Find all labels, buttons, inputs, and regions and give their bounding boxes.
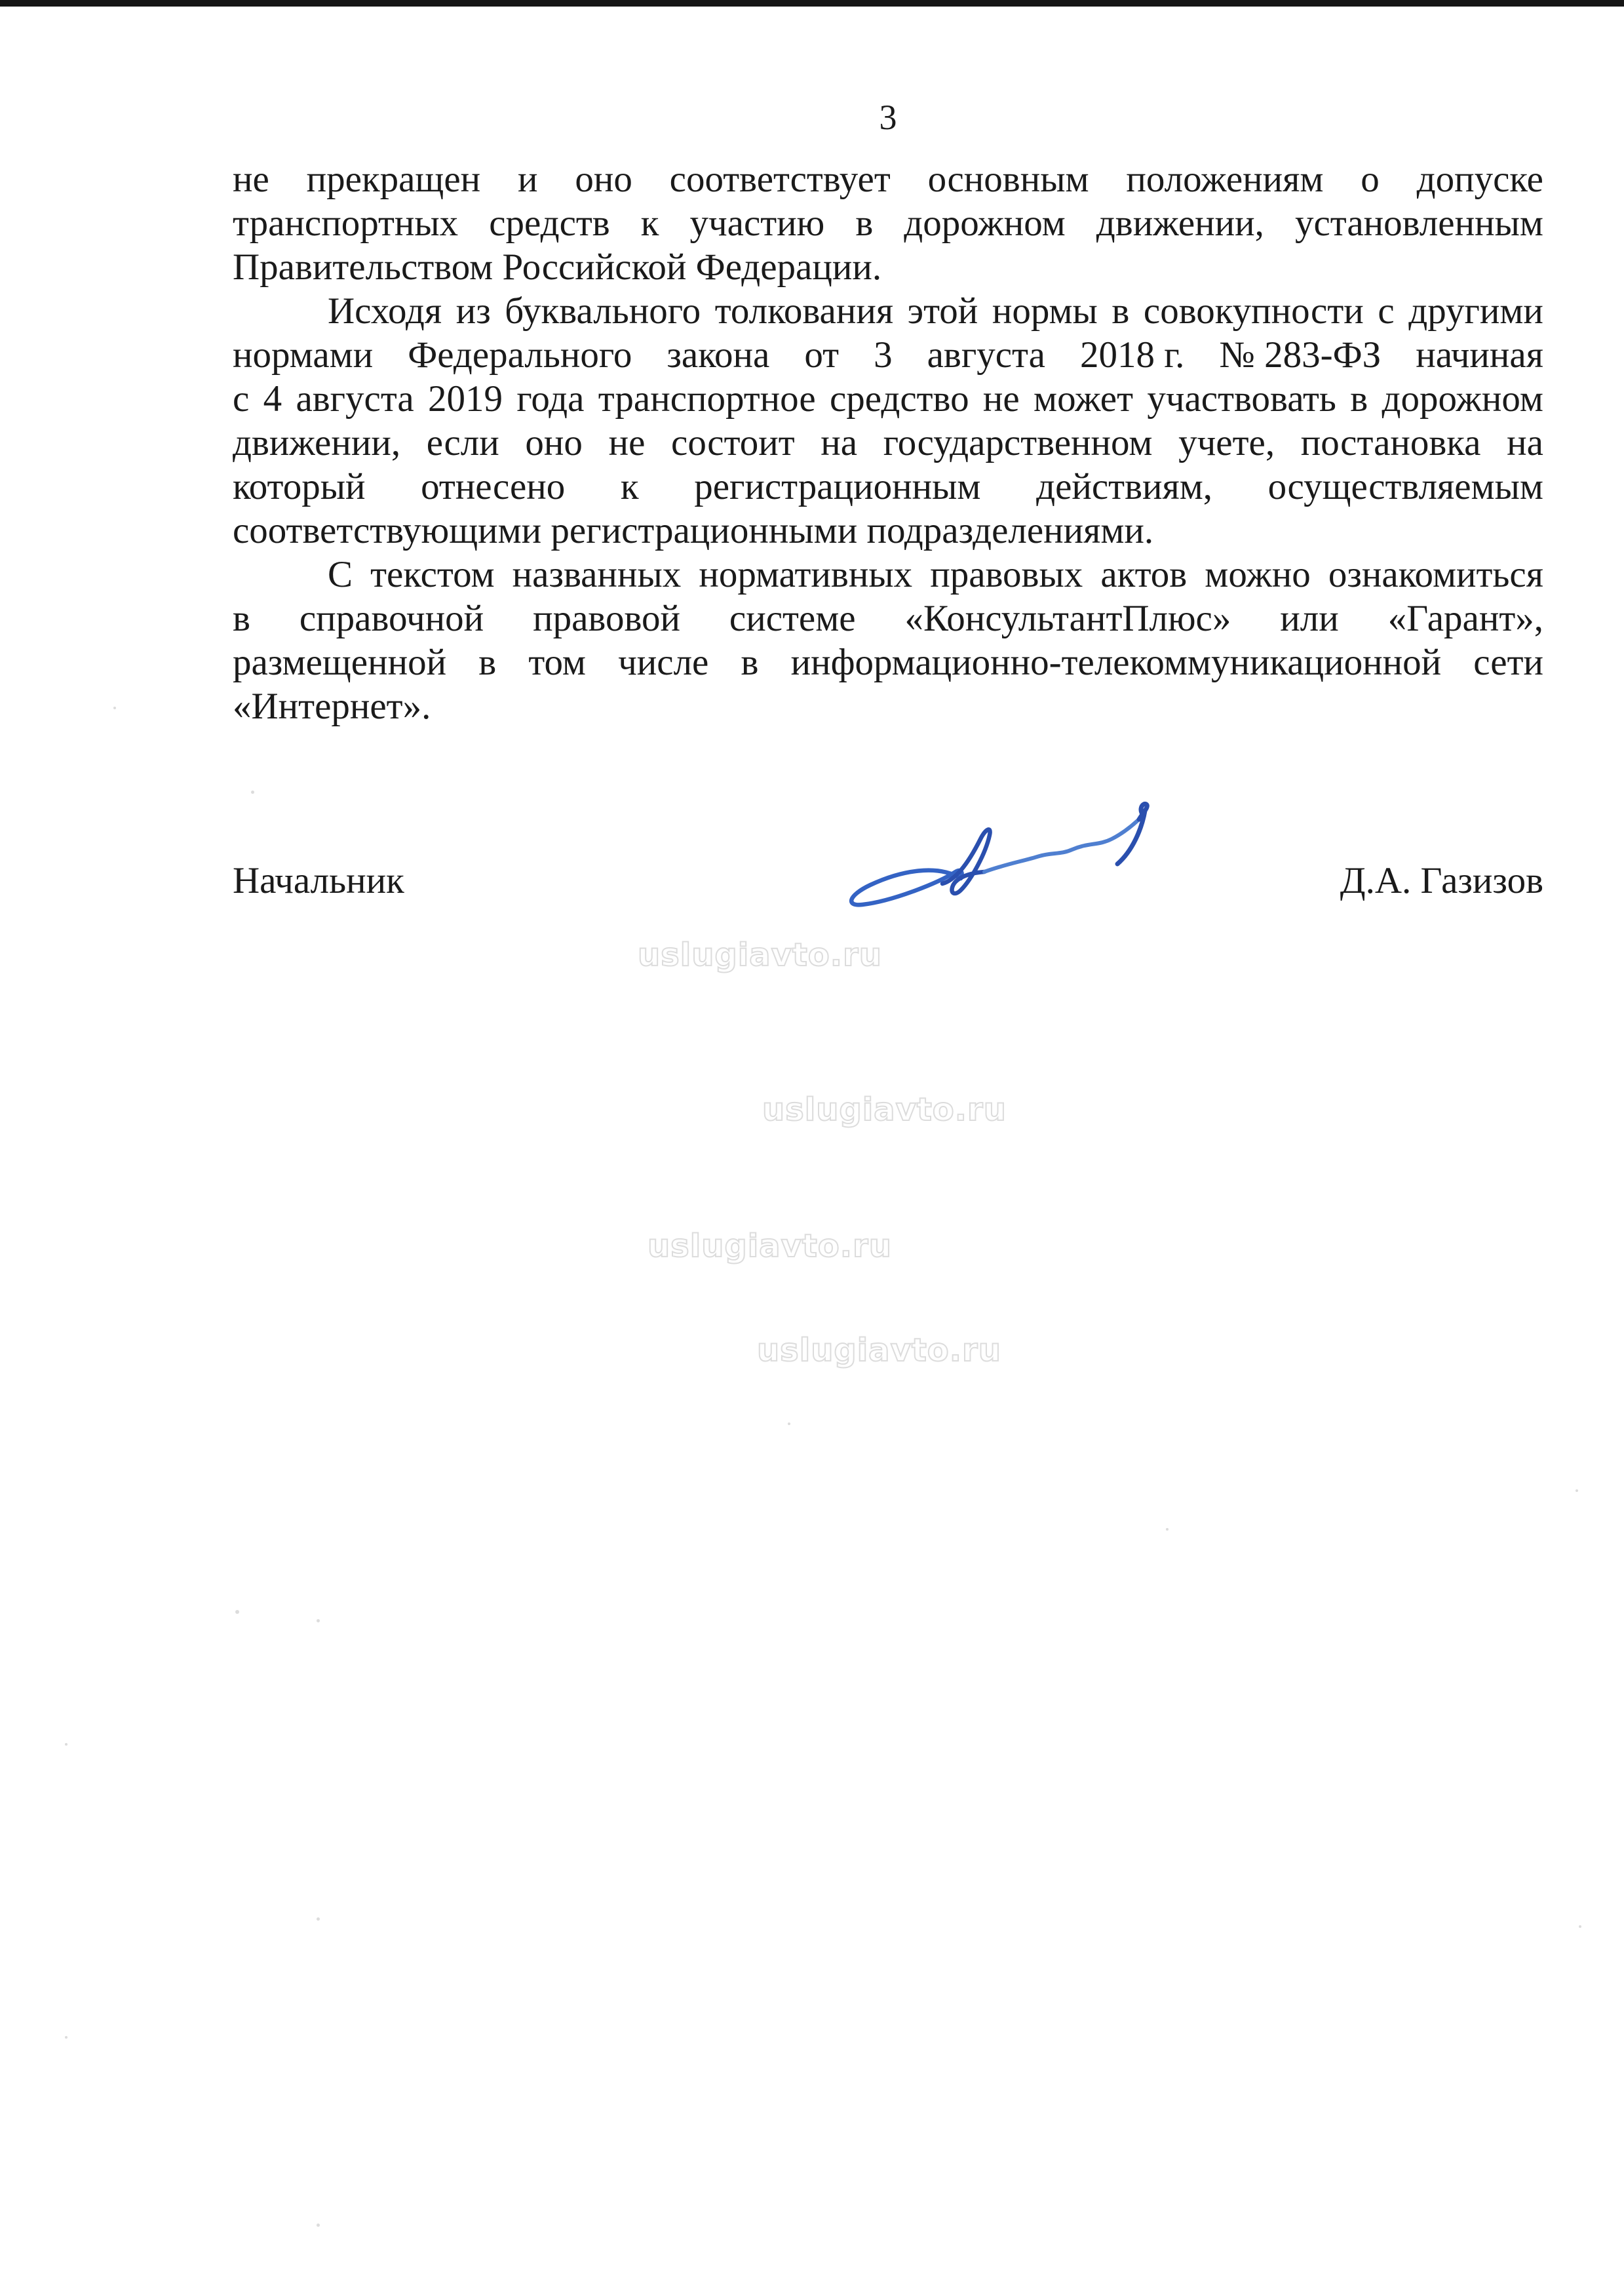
word: № 283-ФЗ	[1219, 334, 1382, 376]
word: регистрационным	[694, 466, 981, 507]
scan-speck	[317, 2224, 320, 2227]
signer-position-label: Начальник	[233, 860, 404, 901]
document-body	[233, 157, 1543, 728]
text-line	[233, 421, 1543, 465]
word: может	[1034, 378, 1134, 420]
word: соответствует	[669, 159, 891, 200]
scan-speck	[1579, 1925, 1581, 1928]
word: дорожном	[904, 203, 1066, 244]
scan-speck	[65, 1743, 68, 1746]
text-line	[233, 157, 1543, 201]
word: названных	[512, 554, 682, 595]
signature-ink	[839, 780, 1180, 924]
word: августа	[296, 378, 414, 420]
word: размещенной	[233, 642, 447, 683]
word: системе	[729, 598, 856, 639]
watermark: uslugiavto.ru	[648, 1228, 892, 1264]
word: государственном	[883, 422, 1153, 463]
scan-speck	[235, 1610, 239, 1614]
scan-speck	[317, 1619, 320, 1622]
word: не	[982, 378, 1020, 420]
word: к	[620, 466, 639, 507]
word: о	[1361, 159, 1380, 200]
word: дорожном	[1382, 378, 1543, 420]
watermark: uslugiavto.ru	[757, 1332, 1001, 1369]
signature-stroke-letter	[942, 829, 990, 893]
word: числе	[618, 642, 709, 683]
scan-speck	[788, 1422, 790, 1425]
word: нормы	[992, 290, 1098, 332]
text-line: Правительством Российской Федерации.	[233, 246, 882, 288]
text-line	[233, 640, 1543, 684]
word: этой	[907, 290, 978, 332]
text-line	[233, 201, 1543, 245]
word: если	[426, 422, 499, 463]
word: в	[741, 642, 759, 683]
word: ознакомиться	[1328, 554, 1543, 595]
word: средство	[829, 378, 969, 420]
word: справочной	[299, 598, 484, 639]
word: текстом	[370, 554, 495, 595]
word: с	[1378, 290, 1395, 332]
word: буквального	[505, 290, 701, 332]
word: «КонсультантПлюс»	[904, 598, 1231, 639]
word: в	[478, 642, 497, 683]
word: отнесено	[421, 466, 566, 507]
text-line: соответствующими регистрационными подразделениями.	[233, 510, 1154, 551]
word: состоит	[671, 422, 795, 463]
word: информационно-телекоммуникационной	[790, 642, 1442, 683]
word: к	[640, 203, 659, 244]
text-lines	[233, 157, 1543, 728]
word: и	[517, 159, 538, 200]
word: транспортное	[598, 378, 816, 420]
word: можно	[1205, 554, 1311, 595]
word: не	[608, 422, 646, 463]
word: который	[233, 466, 366, 507]
word: в	[233, 598, 250, 639]
word: 3	[874, 334, 893, 376]
word: с	[233, 378, 250, 420]
word: «Гарант»,	[1387, 598, 1543, 639]
word: допуске	[1416, 159, 1543, 200]
word: движении,	[1096, 203, 1264, 244]
word: правовой	[533, 598, 680, 639]
word: средств	[489, 203, 610, 244]
word: транспортных	[233, 203, 459, 244]
watermark: uslugiavto.ru	[762, 1091, 1007, 1128]
word: из	[455, 290, 491, 332]
word: закона	[667, 334, 770, 376]
word: 4	[263, 378, 282, 420]
scan-edge-artifact	[0, 0, 1624, 7]
word: постановка	[1300, 422, 1481, 463]
word: начиная	[1416, 334, 1543, 376]
word: положениям	[1126, 159, 1324, 200]
word: в	[1112, 290, 1130, 332]
word: толкования	[714, 290, 894, 332]
word: правовых	[930, 554, 1083, 595]
scan-speck	[113, 707, 116, 709]
word: августа	[927, 334, 1045, 376]
word: от	[804, 334, 840, 376]
word: учете,	[1178, 422, 1275, 463]
word: совокупности	[1143, 290, 1364, 332]
word: действиям,	[1036, 466, 1213, 507]
scan-speck	[317, 1917, 320, 1921]
word: Исходя	[328, 290, 442, 332]
word: другими	[1408, 290, 1543, 332]
word: не	[233, 159, 269, 200]
word: участию	[689, 203, 825, 244]
text-line	[233, 597, 1543, 640]
word: Федерального	[408, 334, 632, 376]
scan-speck	[65, 2036, 68, 2039]
word: 2018 г.	[1079, 334, 1185, 376]
word: в	[1350, 378, 1368, 420]
signer-name-label: Д.А. Газизов	[1340, 860, 1543, 901]
page-number: 3	[879, 98, 897, 137]
word: года	[516, 378, 585, 420]
scan-speck	[251, 791, 254, 794]
word: установленным	[1294, 203, 1543, 244]
watermark: uslugiavto.ru	[638, 937, 882, 973]
word: участвовать	[1147, 378, 1336, 420]
word: том	[528, 642, 586, 683]
word: 2019	[428, 378, 503, 420]
word: прекращен	[306, 159, 481, 200]
word: основным	[927, 159, 1089, 200]
word: нормативных	[699, 554, 913, 595]
text-line	[233, 553, 1543, 597]
word: движении,	[233, 422, 401, 463]
word: в	[855, 203, 874, 244]
word: актов	[1100, 554, 1188, 595]
text-line	[233, 377, 1543, 421]
text-line	[233, 333, 1543, 377]
word: оно	[525, 422, 583, 463]
text-line	[233, 289, 1543, 333]
signature-stroke-oval	[851, 871, 961, 905]
word: осуществляемым	[1267, 466, 1543, 507]
word: оно	[575, 159, 632, 200]
word: на	[821, 422, 858, 463]
word: нормами	[233, 334, 374, 376]
text-line	[233, 465, 1543, 509]
word: на	[1507, 422, 1543, 463]
word: сети	[1473, 642, 1543, 683]
word: С	[328, 554, 353, 595]
scan-speck	[1166, 1528, 1169, 1531]
scan-speck	[1576, 1489, 1578, 1492]
word: или	[1280, 598, 1339, 639]
text-line: «Интернет».	[233, 686, 431, 727]
